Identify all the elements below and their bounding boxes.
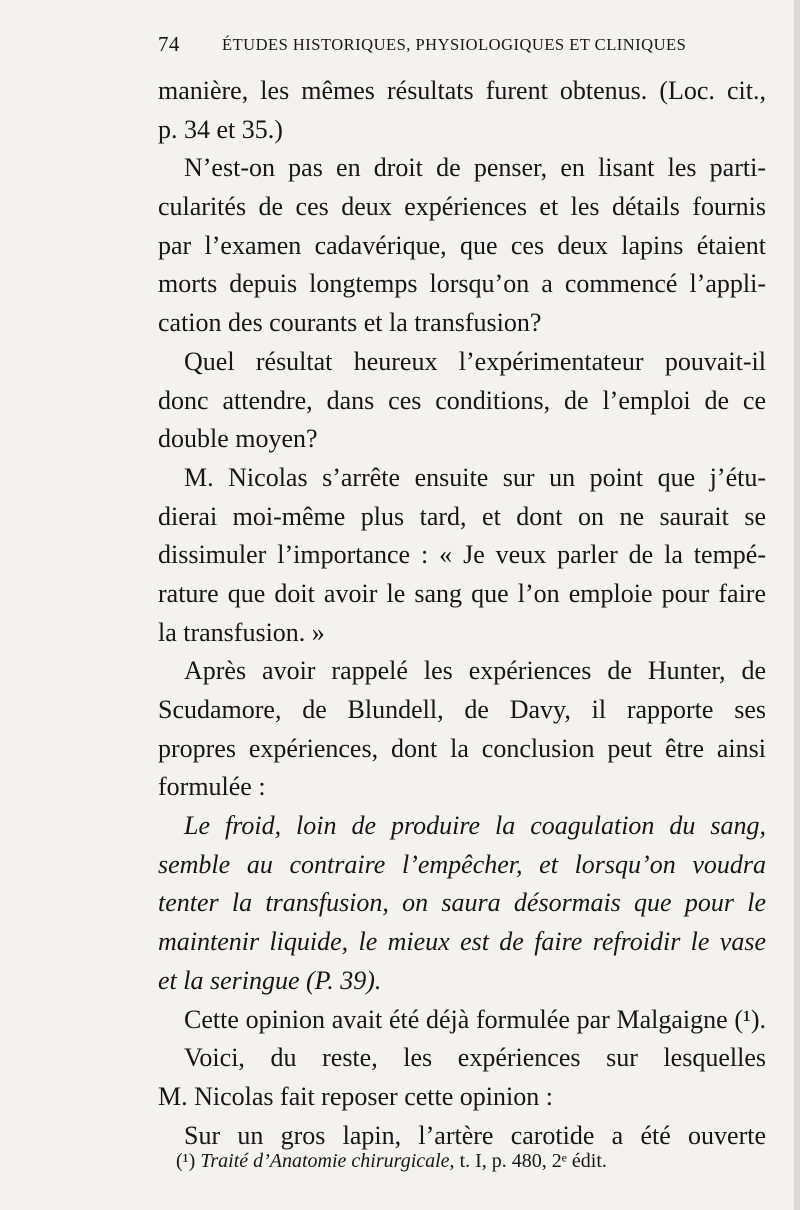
text-line: formulée : — [158, 772, 266, 802]
text-line: p. 34 et 35.) — [158, 114, 283, 144]
text-line: tenter la transfusion, on saura désormais que pour le — [158, 888, 766, 918]
text-line: M. Nicolas fait reposer cette opinion : — [158, 1081, 553, 1111]
text-line: propres expériences, dont la conclusion peut être ainsi — [158, 733, 766, 763]
footnote-reference: t. I, p. 480, 2ᵉ édit. — [459, 1150, 607, 1172]
text-line: et la seringue (P. 39). — [158, 965, 382, 995]
footnote — [176, 1150, 736, 1173]
text-line: par l’examen cadavérique, que ces deux lapins étaient — [158, 230, 766, 260]
text-line: Après avoir rappelé les expériences de Hunter, de — [184, 656, 766, 686]
body-text — [158, 72, 766, 1155]
text-line: Le froid, loin de produire la coagulation du sang, — [184, 811, 766, 841]
page-number: 74 — [158, 32, 180, 56]
footnote-marker: (¹) — [176, 1150, 196, 1172]
running-title: ÉTUDES HISTORIQUES, PHYSIOLOGIQUES ET CLINIQUES — [222, 35, 687, 54]
text-line: cularités de ces deux expériences et les détails fournis — [158, 192, 766, 222]
text-line: Scudamore, de Blundell, de Davy, il rapporte ses — [158, 695, 766, 724]
text-line: maintenir liquide, le mieux est de faire refroidir le vase — [158, 927, 766, 957]
text-line: Quel résultat heureux l’expérimentateur pouvait-il — [184, 346, 766, 376]
footnote-title: Traité d’Anatomie chirurgicale, — [200, 1150, 455, 1172]
text-line: semble au contraire l’empêcher, et lorsqu’on voudra — [158, 849, 766, 879]
running-header — [158, 32, 768, 62]
page-edge — [794, 0, 800, 1210]
text-line: Cette opinion avait été déjà formulée par Malgaigne (¹). — [184, 1004, 766, 1034]
text-line: cation des courants et la transfusion? — [158, 308, 542, 338]
text-line: rature que doit avoir le sang que l’on emploie pour faire — [158, 578, 766, 608]
text-line: Sur un gros lapin, l’artère carotide a été ouverte — [184, 1120, 766, 1150]
text-line: donc attendre, dans ces conditions, de l’emploi de ce — [158, 385, 766, 415]
text-line: dissimuler l’importance : « Je veux parler de la tempé- — [158, 540, 766, 570]
text-line: N’est-on pas en droit de penser, en lisant les parti- — [184, 153, 766, 183]
text-line: M. Nicolas s’arrête ensuite sur un point que j’étu- — [184, 462, 766, 492]
text-line: morts depuis longtemps lorsqu’on a commencé l’appli- — [158, 269, 766, 299]
text-line: double moyen? — [158, 424, 318, 454]
text-line: manière, les mêmes résultats furent obtenus. (Loc. cit., — [158, 76, 766, 105]
text-line: Voici, du reste, les expériences sur lesquelles — [184, 1043, 766, 1073]
text-line: dierai moi-même plus tard, et dont on ne saurait se — [158, 501, 766, 531]
text-line: la transfusion. » — [158, 617, 325, 647]
